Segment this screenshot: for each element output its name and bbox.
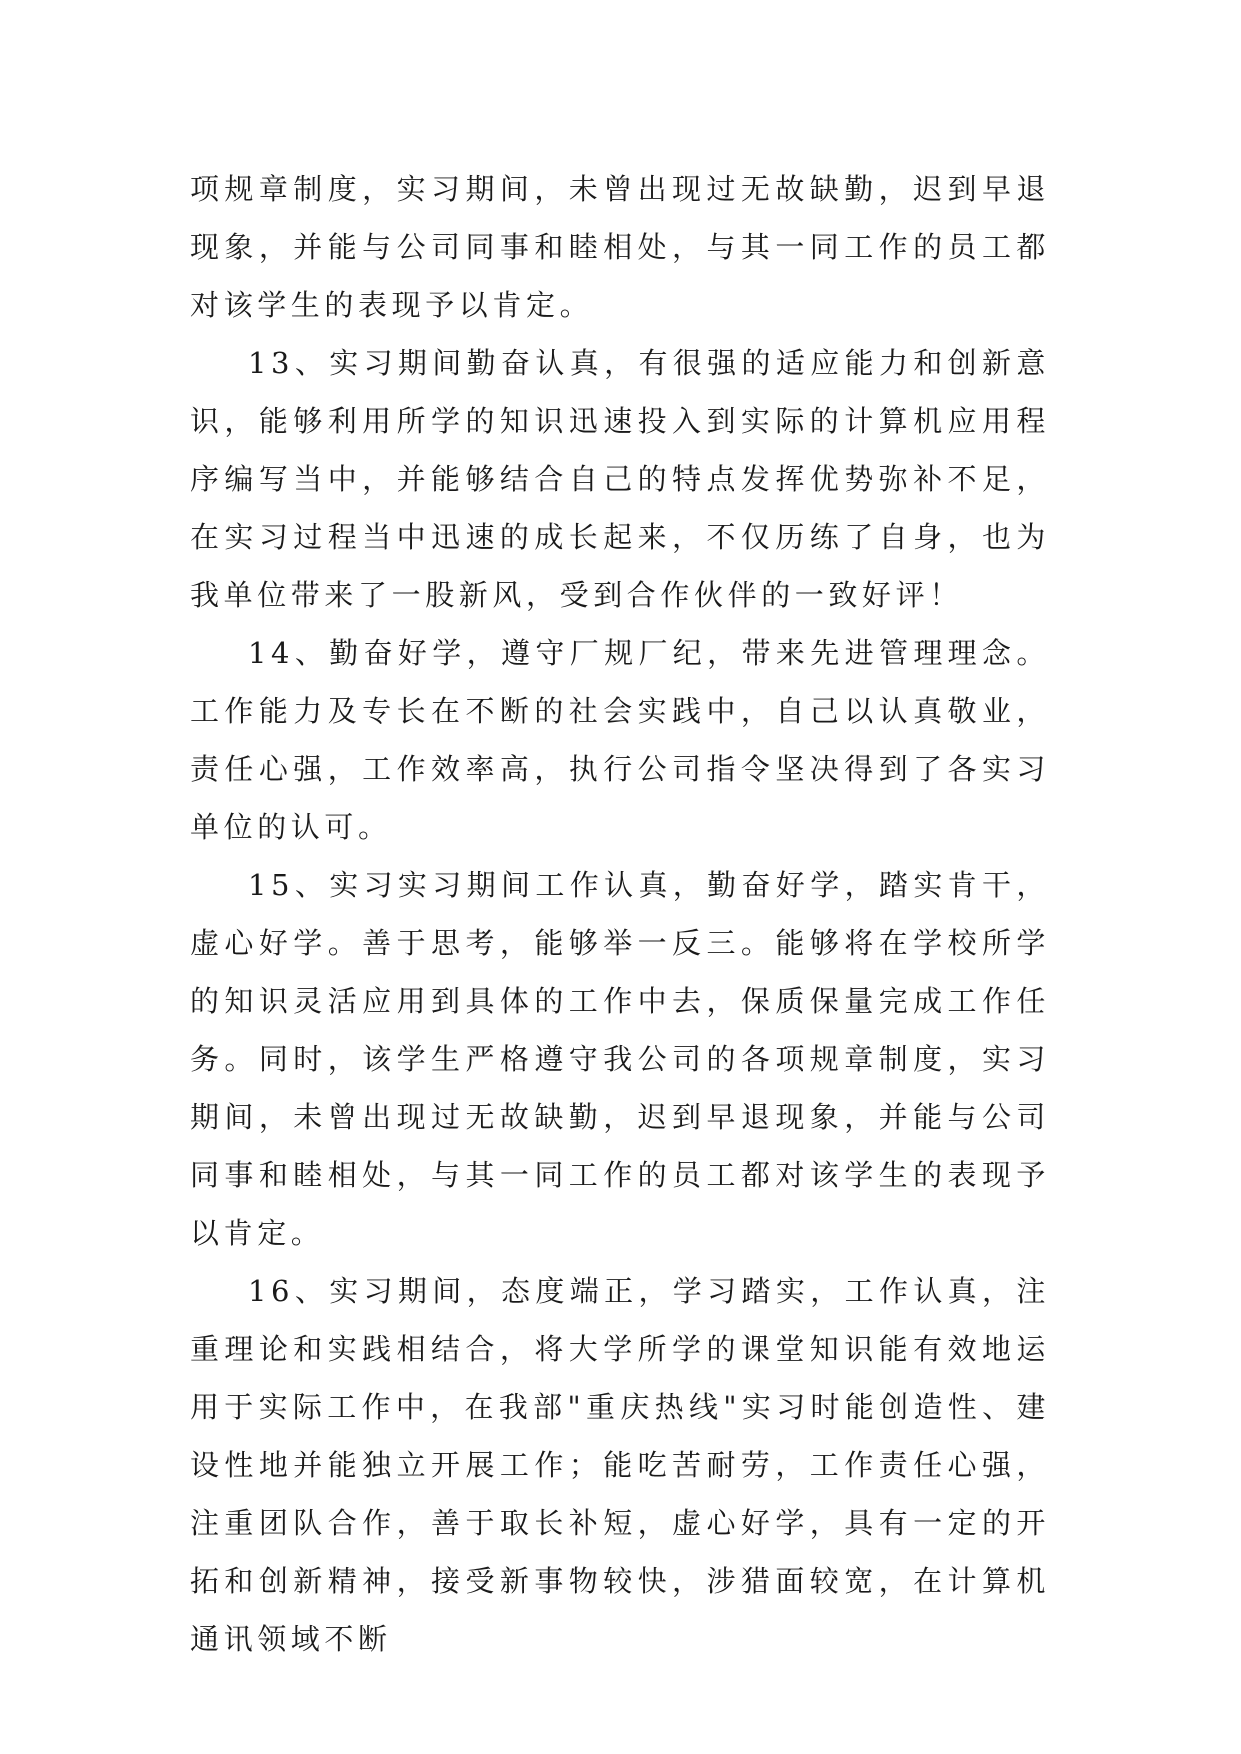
paragraph-item-13: 13、实习期间勤奋认真，有很强的适应能力和创新意识，能够利用所学的知识迅速投入到实际的计算机应用程序编写当中，并能够结合自己的特点发挥优势弥补不足，在实习过程当中迅速的成长起来，不仅历练了自身，也为我单位带来了一股新风，受到合作伙伴的一致好评！ bbox=[190, 346, 1050, 612]
paragraph-item-14: 14、勤奋好学，遵守厂规厂纪，带来先进管理理念。工作能力及专长在不断的社会实践中，自己以认真敬业，责任心强，工作效率高，执行公司指令坚决得到了各实习单位的认可。 bbox=[190, 636, 1050, 844]
paragraph-item-15: 15、实习实习期间工作认真，勤奋好学，踏实肯干，虚心好学。善于思考，能够举一反三。能够将在学校所学的知识灵活应用到具体的工作中去，保质保量完成工作任务。同时，该学生严格遵守我公司的各项规章制度，实习期间，未曾出现过无故缺勤，迟到早退现象，并能与公司同事和睦相处，与其一同工作的员工都对该学生的表现予以肯定。 bbox=[190, 868, 1050, 1250]
paragraph-item-16: 16、实习期间，态度端正，学习踏实，工作认真，注重理论和实践相结合，将大学所学的课堂知识能有效地运用于实际工作中，在我部"重庆热线"实习时能创造性、建设性地并能独立开展工作；能吃苦耐劳，工作责任心强，注重团队合作，善于取长补短，虚心好学，具有一定的开拓和创新精神，接受新事物较快，涉猎面较宽，在计算机通讯领域不断 bbox=[190, 1274, 1050, 1656]
paragraph-continuation: 项规章制度，实习期间，未曾出现过无故缺勤，迟到早退现象，并能与公司同事和睦相处，与其一同工作的员工都对该学生的表现予以肯定。 bbox=[190, 172, 1050, 322]
document-body bbox=[190, 160, 1050, 1668]
